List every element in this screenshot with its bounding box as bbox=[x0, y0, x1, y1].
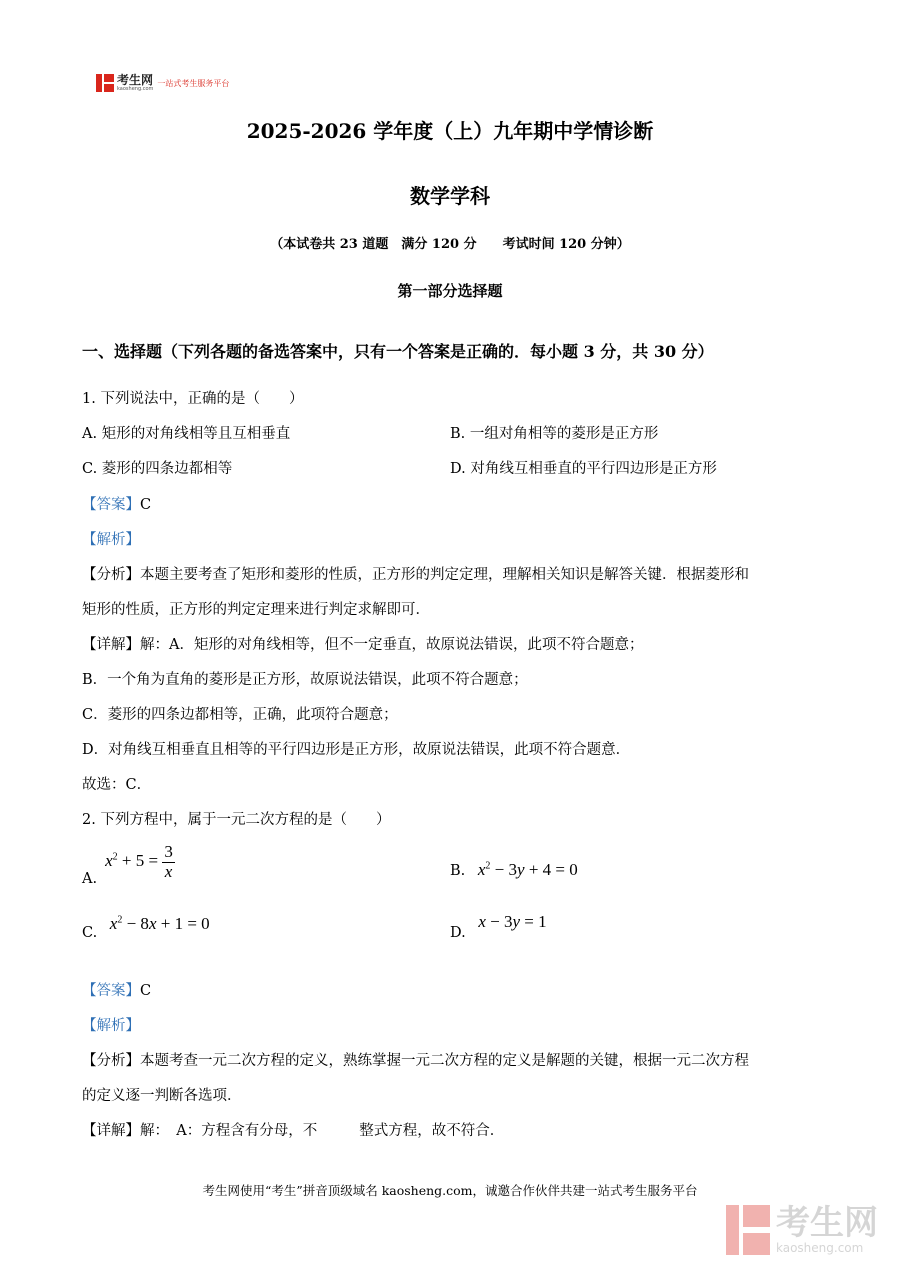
q2-fenxi bbox=[82, 1049, 749, 1070]
watermark-logo bbox=[726, 1205, 878, 1255]
q1-fenxi bbox=[82, 563, 749, 584]
site-logo bbox=[96, 74, 229, 92]
xiangjie-text: 解：A．矩形的对角线相等，但不一定垂直，故原说法错误，此项不符合题意； bbox=[140, 637, 644, 653]
q1-xiangjie-b: B．一个角为直角的菱形是正方形，故原说法错误，此项不符合题意； bbox=[82, 672, 528, 688]
q1-xiangjie-d: D．对角线互相垂直且相等的平行四边形是正方形，故原说法错误，此项不符合题意． bbox=[82, 742, 631, 758]
option-a-label: A. bbox=[82, 871, 98, 888]
xiangjie-tag: 【详解】 bbox=[82, 637, 140, 653]
fenxi-tag: 【分析】 bbox=[82, 567, 140, 583]
q1-option-b: B. 一组对角相等的菱形是正方形 bbox=[450, 426, 659, 442]
q2-option-d bbox=[450, 912, 547, 942]
option-b-equation: $x^2 - 3y + 4 = 0$ bbox=[477, 860, 578, 879]
exam-title: 2025-2026 学年度（上）九年期中学情诊断 bbox=[246, 119, 654, 143]
answer-tag: 【答案】 bbox=[82, 497, 140, 513]
option-c-label: C. bbox=[82, 925, 98, 941]
exam-subject: 数学学科 bbox=[410, 184, 490, 208]
fenxi-text: 本题主要考查了矩形和菱形的性质，正方形的判定定理，理解相关知识是解答关键．根据菱形和 bbox=[140, 567, 749, 583]
fenxi-tag: 【分析】 bbox=[82, 1053, 140, 1069]
q2-option-c bbox=[82, 914, 210, 942]
q1-stem: 1. 下列说法中，正确的是（ ） bbox=[82, 391, 304, 407]
option-d-label: D. bbox=[450, 925, 466, 941]
q2-answer bbox=[82, 979, 151, 1000]
q2-option-a bbox=[82, 843, 175, 889]
kaosheng-logo-icon bbox=[96, 74, 114, 92]
page-footer: 考生网使用“考生”拼音顶级域名 kaosheng.com，诚邀合作伙伴共建一站式考生服务平台 bbox=[202, 1183, 698, 1198]
exam-note: （本试卷共 23 道题 满分 120 分 考试时间 120 分钟） bbox=[270, 237, 630, 252]
q1-option-d: D. 对角线互相垂直的平行四边形是正方形 bbox=[450, 461, 717, 477]
xiangjie-text-2: 整式方程，故不符合． bbox=[359, 1123, 505, 1139]
q2-stem: 2. 下列方程中，属于一元二次方程的是（ ） bbox=[82, 812, 391, 828]
q2-xiangjie-a bbox=[82, 1119, 504, 1140]
q1-xiangjie-c: C．菱形的四条边都相等，正确，此项符合题意； bbox=[82, 707, 398, 723]
logo-domain: kaosheng.com bbox=[117, 86, 154, 92]
logo-name: 考生网 bbox=[117, 73, 154, 87]
q1-answer bbox=[82, 493, 151, 514]
q2-analysis-tag: 【解析】 bbox=[82, 1018, 140, 1034]
section-heading: 一、选择题（下列各题的备选答案中，只有一个答案是正确的．每小题 3 分，共 30 分） bbox=[82, 342, 714, 361]
xiangjie-tag: 【详解】 bbox=[82, 1123, 140, 1139]
xiangjie-text-1: 解： A：方程含有分母，不 bbox=[140, 1123, 318, 1139]
q1-fenxi-cont: 矩形的性质，正方形的判定定理来进行判定求解即可． bbox=[82, 602, 430, 618]
q1-option-a: A. 矩形的对角线相等且互相垂直 bbox=[82, 426, 291, 442]
fenxi-text: 本题考查一元二次方程的定义，熟练掌握一元二次方程的定义是解题的关键，根据一元二次方程 bbox=[140, 1053, 749, 1069]
option-a-equation: $x^2 + 5$ = $\frac{3}{x}$ bbox=[105, 842, 173, 881]
q1-conclusion: 故选：C． bbox=[82, 777, 152, 793]
q2-fenxi-cont: 的定义逐一判断各选项． bbox=[82, 1088, 242, 1104]
q1-option-c: C. 菱形的四条边都相等 bbox=[82, 461, 233, 477]
watermark-domain: kaosheng.com bbox=[776, 1241, 864, 1255]
watermark-name: 考生网 bbox=[776, 1203, 878, 1243]
option-b-label: B. bbox=[450, 863, 466, 879]
q1-xiangjie-a bbox=[82, 633, 643, 654]
answer-value: C bbox=[140, 497, 152, 513]
q2-option-b bbox=[450, 860, 578, 880]
option-d-equation: x − 3y = 1 bbox=[478, 912, 547, 931]
part-heading: 第一部分选择题 bbox=[397, 282, 503, 300]
answer-tag: 【答案】 bbox=[82, 983, 140, 999]
kaosheng-watermark-icon bbox=[726, 1205, 770, 1255]
answer-value: C bbox=[140, 983, 152, 999]
q1-analysis-tag: 【解析】 bbox=[82, 532, 140, 548]
logo-slogan: 一站式考生服务平台 bbox=[157, 78, 230, 88]
option-c-equation: $x^2 - 8x + 1 = 0$ bbox=[109, 914, 210, 933]
